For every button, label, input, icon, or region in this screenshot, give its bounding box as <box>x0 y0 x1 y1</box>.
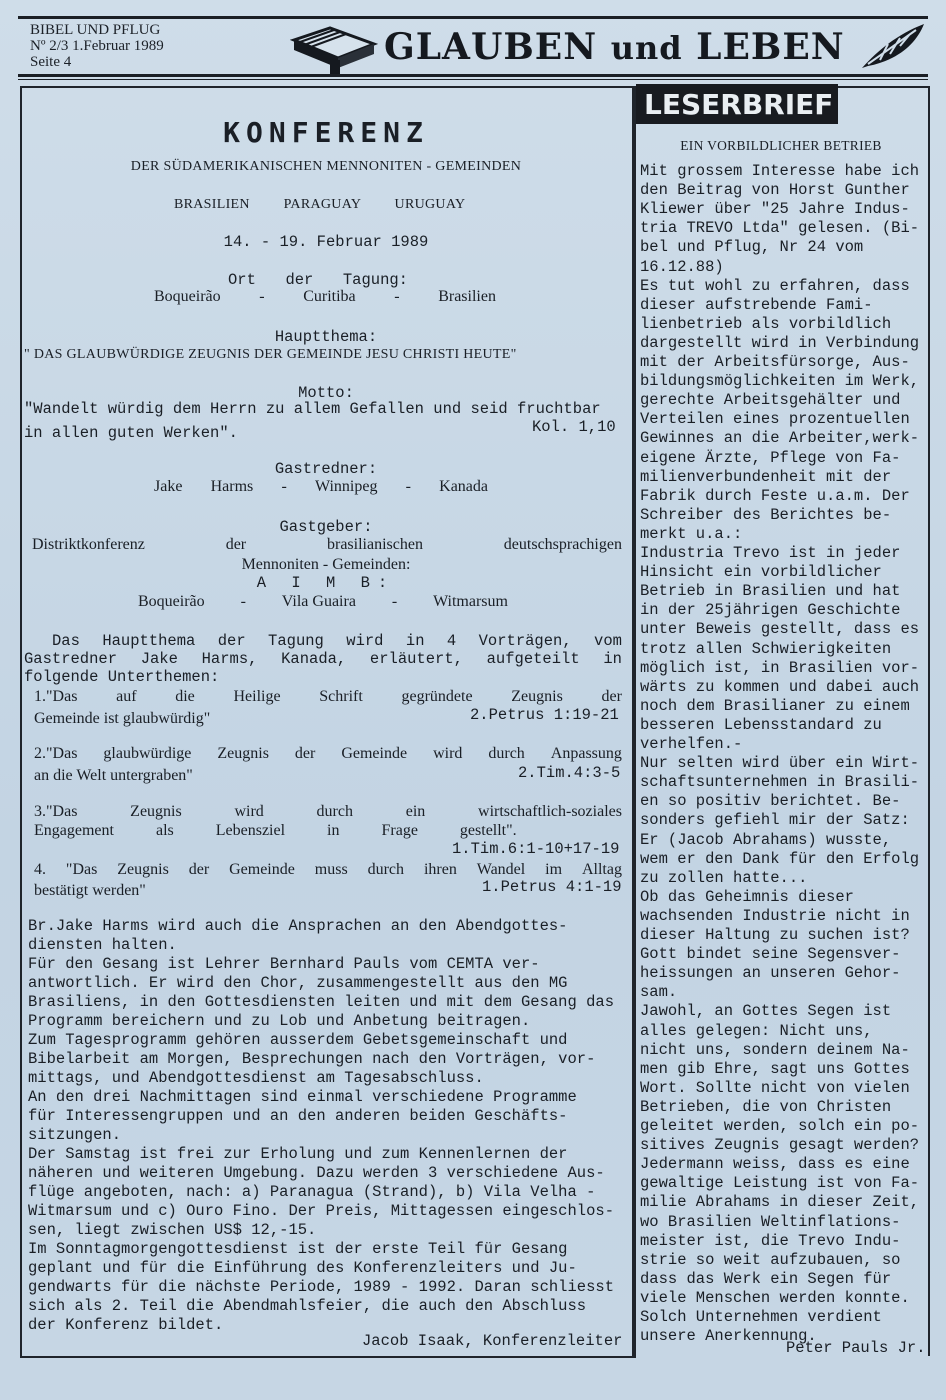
letter-line: heissungen an unseren Gehor- <box>640 964 901 983</box>
topic-word: durch <box>488 745 525 762</box>
letter-line: Gott bindet seine Segensver- <box>640 945 901 964</box>
topic-word: 4. <box>34 861 46 878</box>
host-word: deutschsprachigen <box>503 536 622 553</box>
body-line: flüge angeboten, nach: a) Paranagua (Strand), b) Vila Velha - <box>28 1183 596 1201</box>
topic-word: muss <box>314 861 348 878</box>
conference-dates: 14. - 19. Februar 1989 <box>223 233 429 251</box>
letter-line: wärts zu kommen und dabei auch <box>640 677 920 696</box>
country: BRASILIEN <box>174 197 250 212</box>
letter-line: dargestellt wird in Verbindung <box>640 333 920 352</box>
page-number: Seite 4 <box>30 54 72 70</box>
speaker-label: Gastredner: <box>274 460 378 478</box>
topic-reference: 2.Petrus 1:19-21 <box>470 706 619 724</box>
letter-line: milie Abrahams in dieser Zeit, <box>640 1193 920 1212</box>
intro-word: Das <box>52 632 80 650</box>
letter-line: alles gelegen: Nicht uns, <box>640 1021 873 1040</box>
venue-label-word: der <box>285 271 314 289</box>
title-word-glauben: GLAUBEN <box>384 26 598 68</box>
host-place: Vila Guaira <box>281 593 356 610</box>
speaker-part: Harms <box>210 478 254 495</box>
body-line: sen, liegt zwischen US$ 12,-15. <box>28 1221 317 1239</box>
body-line: näheren und weiteren Umgebung. Dazu werden 3 verschiedene Aus- <box>28 1164 605 1182</box>
body-line: der Konferenz bildet. <box>28 1316 224 1334</box>
intro-word: Gastredner <box>24 650 118 668</box>
topic-word: der <box>188 861 210 878</box>
topic-reference: 2.Tim.4:3-5 <box>518 764 621 782</box>
intro-word: in <box>405 632 425 650</box>
topic-line <box>34 745 622 763</box>
body-line: Bibelarbeit am Morgen, Besprechungen nach den Vorträgen, vor- <box>28 1050 596 1068</box>
venue-label-word: Ort <box>228 271 256 289</box>
country-list <box>174 196 466 214</box>
masthead-bottom-rule-thin <box>18 79 928 80</box>
body-line: Im Sonntagmorgengottesdienst ist der erste Teil für Gesang <box>28 1240 568 1258</box>
letter-line: meister ist, die Trevo Indu- <box>640 1231 901 1250</box>
topic-line: Gemeinde ist glaubwürdig" <box>34 710 211 727</box>
host-label: Gastgeber: <box>279 518 373 536</box>
speaker-part: Jake <box>154 478 183 495</box>
body-line: Witmarsum und c) Ouro Fino. Der Preis, Mittagessen eingeschlos- <box>28 1202 614 1220</box>
venue-label-word: Tagung: <box>342 271 408 289</box>
topic-word: Zeugnis <box>217 745 269 762</box>
intro-word: wird <box>346 632 384 650</box>
letter-line: den Beitrag von Horst Gunther <box>640 181 910 200</box>
motto-line: "Wandelt würdig dem Herrn zu allem Gefallen und seid fruchtbar <box>24 400 601 418</box>
motto-line: in allen guten Werken". <box>24 424 238 442</box>
open-bible-icon <box>290 22 378 76</box>
body-line: Der Samstag ist frei zur Erholung und zum Kennenlernen der <box>28 1145 568 1163</box>
topic-word: der <box>601 688 622 705</box>
body-line: für Interessengruppen und an den anderen beiden Geschäfts- <box>28 1107 568 1125</box>
topic-line <box>34 688 622 706</box>
speaker-part: - <box>405 478 411 495</box>
letter-line: Gewinnes an die Arbeiter,werk- <box>640 429 920 448</box>
letter-line: dieser Haltung zu suchen ist? <box>640 926 910 944</box>
letter-line: möglich ist, in Brasilien vor- <box>640 658 920 677</box>
topic-word: wird <box>433 745 463 762</box>
speaker-part: - <box>281 478 287 495</box>
letter-line: en so positiv berichtet. Be- <box>640 792 901 811</box>
intro-word: Vorträgen, <box>478 632 572 650</box>
topic-line: an die Welt untergraben" <box>34 767 193 784</box>
intro-word: aufgeteilt <box>486 650 580 668</box>
topic-word: wird <box>234 803 264 820</box>
topic-reference: 1.Tim.6:1-10+17-19 <box>452 840 620 858</box>
masthead-meta <box>30 22 164 70</box>
host-place: - <box>391 593 398 610</box>
country: PARAGUAY <box>283 197 361 212</box>
topic-line: bestätigt werden" <box>34 882 146 899</box>
letter-line: noch dem Brasilianer zu einem <box>640 696 910 715</box>
letter-line: sitives Zeugnis gesagt werden? <box>640 1136 920 1155</box>
intro-word: Hauptthema <box>102 632 196 650</box>
theme-label: Hauptthema: <box>274 328 378 346</box>
main-theme: " DAS GLAUBWÜRDIGE ZEUGNIS DER GEMEINDE JESU CHRISTI HEUTE" <box>24 347 517 362</box>
body-line: Br.Jake Harms wird auch die Ansprachen an den Abendgottes- <box>28 917 568 935</box>
letter-line: Verteilen eines prozentuellen <box>640 410 910 429</box>
column-divider <box>632 86 634 1356</box>
country: URUGUAY <box>394 197 466 212</box>
letter-line: wachsenden Industrie nicht in <box>640 906 910 925</box>
letter-line: dieser aufstrebende Fami- <box>640 295 873 314</box>
letter-heading: EIN VORBILDLICHER BETRIEB <box>680 138 882 153</box>
topic-word: Heilige <box>233 688 281 705</box>
topic-word: "Das <box>65 861 98 878</box>
letter-line: besseren Lebensstandard zu <box>640 715 882 734</box>
letter-line: Betrieb in Brasilien und hat <box>640 582 901 601</box>
body-line: mittags, und Abendgottesdienst am Tagesabschluss. <box>28 1069 484 1087</box>
intro-word: Harms, <box>201 650 258 668</box>
masthead-title <box>384 26 845 68</box>
letter-line: Wort. Sollte nicht von vielen <box>640 1078 910 1097</box>
letter-line: Schreiber des Berichtes be- <box>640 505 892 524</box>
host-line: Mennoniten - Gemeinden: <box>241 556 411 573</box>
letter-line: dass das Werk ein Segen für <box>640 1269 892 1288</box>
letter-line: nicht uns, sondern deinem Na- <box>640 1040 910 1059</box>
intro-word: in <box>603 650 622 668</box>
letter-line: Fabrik durch Feste u.a.m. Der <box>640 486 910 505</box>
body-line: geplant und für die Einführung des Konferenzleiters und Ju- <box>28 1259 577 1277</box>
letter-line: gewaltige Leistung ist von Fa- <box>640 1174 920 1193</box>
letter-line: Betrieben, die von Christen <box>640 1097 892 1116</box>
letter-line: mit der Arbeitsfürsorge, Aus- <box>640 353 910 371</box>
topic-word: auf <box>116 688 137 705</box>
letter-line: sonders gefiehl mir der Satz: <box>640 811 910 830</box>
letter-line: eigene Ärzte, Pflege von Fa- <box>640 448 901 467</box>
venue-label <box>228 271 408 289</box>
letter-line: Er (Jacob Abrahams) wusste, <box>640 830 892 849</box>
intro-line: folgende Unterthemen: <box>24 668 220 686</box>
letter-line: Solch Unternehmen verdient <box>640 1308 882 1326</box>
body-line: antwortlich. Er wird den Chor, zusammengestellt aus den MG <box>28 974 568 992</box>
letter-line: schaftsunternehmen in Brasili- <box>640 773 920 792</box>
topic-word: durch <box>367 861 405 878</box>
host-place: Witmarsum <box>433 593 508 610</box>
body-line: diensten halten. <box>28 936 177 954</box>
letter-line: strie so weit aufzubauen, so <box>640 1250 901 1269</box>
letter-signature: Peter Pauls Jr. <box>786 1339 926 1357</box>
intro-word: Jake <box>140 650 178 668</box>
letter-line: zu zollen hatte... <box>640 868 808 887</box>
title-word-leben: LEBEN <box>696 26 845 68</box>
topic-word: Zeugnis <box>117 861 169 878</box>
leserbrief-badge-label: LESERBRIEF <box>644 88 834 121</box>
intro-word: erläutert, <box>369 650 463 668</box>
conference-title: KONFERENZ <box>223 116 429 149</box>
publication-name: BIBEL UND PFLUG <box>30 22 161 38</box>
host-place: Boqueirão <box>138 593 205 610</box>
intro-word: vom <box>594 632 622 650</box>
letter-line: Industria Trevo ist in jeder <box>640 544 901 562</box>
topic-line: Engagement als Lebensziel in Frage gestellt". <box>34 822 517 839</box>
topic-word: durch <box>316 803 353 820</box>
topic-word: Anpassung <box>550 745 622 762</box>
body-line: gendwarts für die nächste Periode, 1989 - 1992. Daran schliesst <box>28 1278 614 1296</box>
wheat-leaf-icon <box>858 20 928 72</box>
host-word: der <box>225 536 247 553</box>
issue-date: Nº 2/3 1.Februar 1989 <box>30 38 164 54</box>
topic-word: gegründete <box>401 688 473 705</box>
topic-word: Wandel <box>476 861 526 878</box>
host-word: Distriktkonferenz <box>32 536 145 553</box>
letter-line: Mit grossem Interesse habe ich <box>640 162 920 180</box>
topic-line <box>34 803 622 821</box>
guest-speaker <box>154 478 488 496</box>
letter-line: 16.12.88) <box>640 257 724 276</box>
host-place: - <box>240 593 246 610</box>
letter-line: in der 25jährigen Geschichte <box>640 601 901 620</box>
motto-label: Motto: <box>298 384 354 402</box>
topic-word: Gemeinde <box>229 861 295 878</box>
intro-word: 4 <box>446 632 457 650</box>
letter-line: men gib Ehre, sagt uns Gottes <box>640 1059 910 1078</box>
letter-line: wem er den Dank für den Erfolg <box>640 849 920 868</box>
topic-word: Schrift <box>319 688 363 705</box>
topic-word: ein <box>405 803 426 820</box>
intro-word: der <box>217 632 246 650</box>
letter-line: Ob das Geheimnis dieser <box>640 887 854 906</box>
letter-line: Hinsicht ein vorbildlicher <box>640 563 882 582</box>
topic-word: 1."Das <box>34 688 78 705</box>
speaker-part: Kanada <box>439 478 488 495</box>
letter-line: lienbetrieb als vorbildlich <box>640 314 892 333</box>
letter-line: Jedermann weiss, dass es eine <box>640 1155 910 1174</box>
venue-part: Brasilien <box>438 288 496 305</box>
venue <box>154 288 496 306</box>
topic-word: ihren <box>423 861 457 878</box>
letter-line: verhelfen.- <box>640 735 743 753</box>
host-word: brasilianischen <box>326 536 423 553</box>
venue-part: - <box>259 288 265 305</box>
topic-word: Zeugnis <box>130 803 182 820</box>
host-acronym: A I M B: <box>256 574 396 592</box>
body-line: An den drei Nachmittagen sind einmal verschiedene Programme <box>28 1088 577 1106</box>
topic-word: die <box>175 688 195 705</box>
letter-line: Jawohl, an Gottes Segen ist <box>640 1002 892 1021</box>
letter-line: unter Beweis gestellt, dass es <box>640 620 920 639</box>
topic-reference: 1.Petrus 4:1-19 <box>482 878 622 896</box>
letter-line: trotz allen Schwierigkeiten <box>640 639 892 658</box>
body-line: Brasiliens, in den Gottesdiensten leiten und mit dem Gesang das <box>28 993 614 1011</box>
topic-word: glaubwürdige <box>103 745 192 762</box>
letter-line: sam. <box>640 983 678 1002</box>
letter-line: gerechte Arbeitsgehälter und <box>640 391 901 410</box>
body-line: Zum Tagesprogramm gehören ausserdem Gebetsgemeinschaft und <box>28 1031 568 1049</box>
conference-signature: Jacob Isaak, Konferenzleiter <box>362 1332 623 1350</box>
speaker-part: Winnipeg <box>314 478 378 495</box>
letter-line: viele Menschen werden konnte. <box>640 1288 910 1307</box>
title-word-und: und <box>610 29 683 67</box>
host-line <box>32 536 622 554</box>
topic-word: 2."Das <box>34 745 78 762</box>
intro-word: Kanada, <box>281 650 347 668</box>
topic-word: Gemeinde <box>341 745 408 762</box>
body-line: Für den Gesang ist Lehrer Bernhard Pauls vom CEMTA ver- <box>28 955 540 973</box>
letter-line: unsere Anerkennung. <box>640 1327 817 1346</box>
topic-word: Zeugnis <box>511 688 563 705</box>
letter-line: Es tut wohl zu erfahren, dass <box>640 276 910 295</box>
masthead-top-rule <box>18 16 928 19</box>
letter-line: bel und Pflug, Nr 24 vom <box>640 238 864 257</box>
letter-line: bildungsmöglichkeiten im Werk, <box>640 372 920 391</box>
motto-reference: Kol. 1,10 <box>532 418 616 436</box>
intro-line <box>52 632 622 650</box>
intro-word: Tagung <box>268 632 324 650</box>
host-places <box>138 593 508 611</box>
topic-word: der <box>294 745 316 762</box>
body-line: Programm bereichern und zu Lob und Anbetung beitragen. <box>28 1012 531 1030</box>
topic-word: im <box>545 861 563 878</box>
topic-word: Alltag <box>581 861 622 878</box>
conference-subtitle: DER SÜDAMERIKANISCHEN MENNONITEN - GEMEINDEN <box>130 159 522 174</box>
masthead-bottom-rule <box>18 74 928 77</box>
letter-line: Nur selten wird über ein Wirt- <box>640 754 920 773</box>
venue-part: Boqueirão <box>154 288 221 305</box>
letter-line: merkt u.a.: <box>640 524 743 543</box>
letter-line: tria TREVO Ltda" gelesen. (Bi- <box>640 219 920 238</box>
topic-word: wirtschaftlich-soziales <box>478 803 622 820</box>
intro-line <box>24 650 622 668</box>
venue-part: Curitiba <box>303 288 356 305</box>
venue-part: - <box>394 288 400 305</box>
body-line: sitzungen. <box>28 1126 122 1144</box>
leserbrief-badge <box>636 84 838 124</box>
letter-line: Kliewer über "25 Jahre Indus- <box>640 200 910 219</box>
letter-line: wo Brasilien Weltinflations- <box>640 1212 901 1231</box>
letter-line: milienverbundenheit mit der <box>640 467 892 486</box>
topic-word: 3."Das <box>34 803 78 820</box>
body-line: sich als 2. Teil die Abendmahlsfeier, die auch den Abschluss <box>28 1297 587 1315</box>
topic-line <box>34 861 622 879</box>
letter-line: geleitet werden, solch ein po- <box>640 1117 920 1135</box>
